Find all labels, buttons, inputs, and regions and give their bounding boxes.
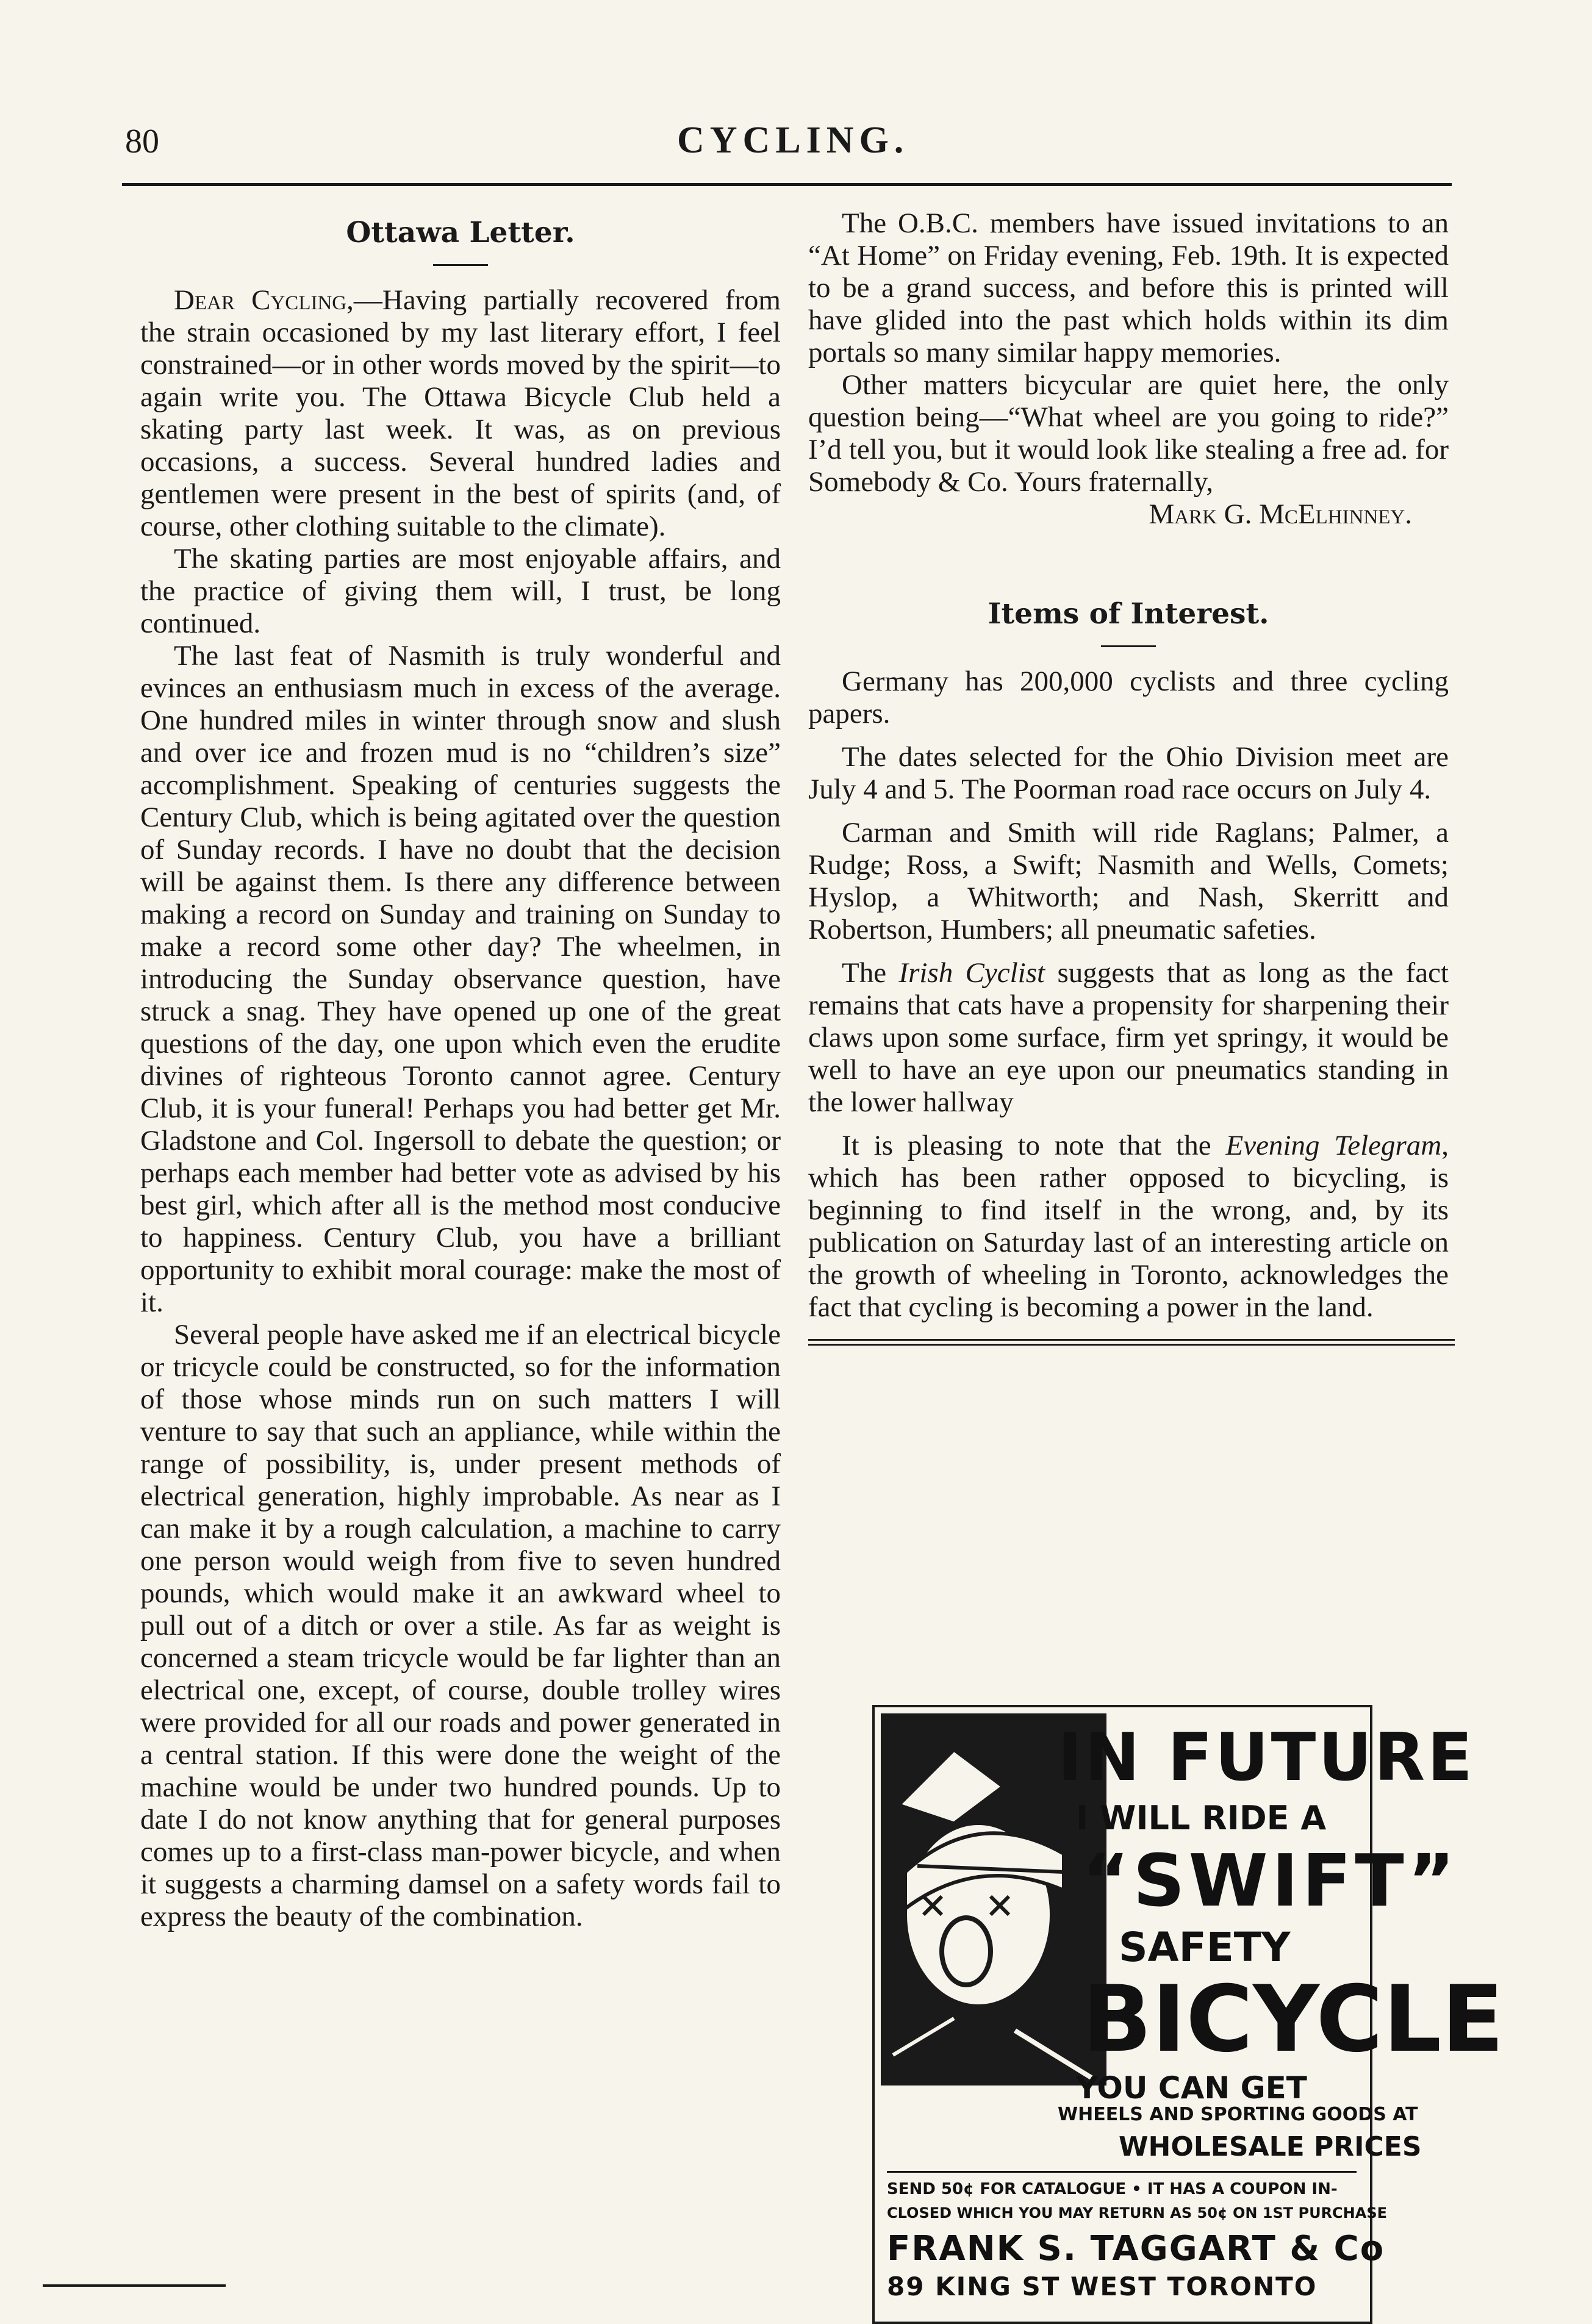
ottawa-letter-title: Ottawa Letter. [346,216,575,249]
item-paragraph-1: Germany has 200,000 cyclists and three cycling papers. [808,665,1449,730]
page-number: 80 [125,123,159,160]
items-title-rule [1101,645,1156,647]
letter-paragraph-4: Several people have asked me if an electrical bicycle or tricycle could be constructed, so for the information of those whose minds run on such matters I will venture to say that such an appliance, while within the range of possibility, is, under present methods of electrical generation, highly improbable. As near as I can make it by a rough calculation, a machine to carry one person would weigh from five to seven hundred pounds, which would make it an awkward wheel to pull out of a ditch or over a stile. As far as weight is concerned a steam tricycle would be far lighter than an electrical one, except, of course, double trolley wires were provided for all our roads and power generated in a central station. If this were done the weight of the machine would be under two hundred pounds. Up to date I do not know anything that for general purposes comes up to a first-class man-power bicycle, and when it suggests a charming damsel on a safety words fail to express the beauty of the combination. [140,1319,781,1932]
items-list [808,665,1449,1324]
ad-line-bicycle: BICYCLE [1082,1967,1504,2073]
letter-paragraph-1-text: —Having partially recovered from the strain occasioned by my last literary effort, I feel constrained—or in other words moved by the spirit—to again write you. The Ottawa Bicycle Club held a skating party last week. It was, as on previous occasions, a success. Several hundred ladies and gentlemen were present in the best of spirits (and, of course, other clothing suitable to the climate). [140,284,781,542]
salutation: Dear Cycling, [174,284,354,316]
ad-line-address: 89 KING ST WEST TORONTO [887,2272,1318,2301]
item-paragraph-2: The dates selected for the Ohio Division meet are July 4 and 5. The Poorman road race occurs on July 4. [808,741,1449,805]
item-4-post: suggests that as long as the fact remains that cats have a propensity for sharpening their claws upon some surface, firm yet springy, it would be well to have an eye upon our pneumatics standing in the lower hallway [808,957,1449,1118]
letter-paragraph-1 [140,284,781,543]
ad-line-you-can-get: YOU CAN GET [1076,2070,1307,2106]
item-paragraph-4 [808,957,1449,1119]
ad-divider [887,2171,1357,2173]
bottom-rule [43,2284,226,2287]
ad-line-safety: SAFETY [1119,1924,1291,1971]
item-5-publication: Evening Telegram [1225,1130,1442,1161]
ad-line-wheels-goods: WHEELS AND SPORTING GOODS AT [1058,2104,1418,2125]
item-paragraph-5 [808,1130,1449,1324]
item-4-publication: Irish Cyclist [898,957,1045,989]
ad-line-will-ride: I WILL RIDE A [1076,1799,1327,1837]
letter-signature: Mark G. McElhinney. [1149,498,1412,530]
item-4-pre: The [842,957,899,989]
item-paragraph-3: Carman and Smith will ride Raglans; Palmer, a Rudge; Ross, a Swift; Nasmith and Wells, Comets; Hyslop, a Whitworth; and Nash, Skerritt and Robertson, Humbers; all pneumatic safeties. [808,817,1449,945]
ad-line-merchant: FRANK S. TAGGART & Co [887,2229,1385,2268]
ad-line-coupon: CLOSED WHICH YOU MAY RETURN AS 50¢ ON 1ST PURCHASE [887,2204,1388,2222]
title-rule [433,264,488,266]
letter-paragraph-6: Other matters bicycular are quiet here, the only question being—“What wheel are you going to ride?” I’d tell you, but it would look like stealing a free ad. for Somebody & Co. Yours fraternally, [808,369,1449,498]
header-rule [122,183,1452,186]
ad-line-swift: “SWIFT” [1082,1838,1459,1923]
letter-paragraph-2: The skating parties are most enjoyable affairs, and the practice of giving them will, I trust, be long continued. [140,543,781,639]
ad-line-catalogue: SEND 50¢ FOR CATALOGUE • IT HAS A COUPON IN- [887,2180,1338,2198]
swift-bicycle-advertisement [872,1705,1504,2324]
items-title: Items of Interest. [988,597,1269,631]
left-column [140,207,781,1933]
running-title: CYCLING. [677,120,909,161]
item-5-pre: It is pleasing to note that the [842,1130,1226,1161]
right-column [808,207,1449,1346]
item-5-post: , which has been rather opposed to bicycling, is beginning to find itself in the wrong, and, by its publication on Saturday last of an interesting article on the growth of wheeling in Toronto, acknowledges the fact that cycling is becoming a power in the land. [808,1130,1449,1323]
ad-line-wholesale: WHOLESALE PRICES [1119,2131,1422,2162]
letter-paragraph-3: The last feat of Nasmith is truly wonderful and evinces an enthusiasm much in excess of the average. One hundred miles in winter through snow and slush and over ice and frozen mud is no “children’s size” accomplishment. Speaking of centuries suggests the Century Club, which is being agitated over the question of Sunday records. I have no doubt that the decision will be against them. Is there any difference between making a record on Sunday and training on Sunday to make a record some other day? The wheelmen, in introducing the Sunday observance question, have struck a snag. They have opened up one of the great questions of the day, one upon which even the erudite divines of righteous Toronto cannot agree. Century Club, it is your funeral! Perhaps you had better get Mr. Gladstone and Col. Ingersoll to debate the question; or perhaps each member had better vote as advised by his best girl, which after all is the method most conducive to happiness. Century Club, you have a brilliant opportunity to exhibit moral courage: make the most of it. [140,640,781,1318]
ad-separator-rule [808,1339,1455,1346]
letter-paragraph-5: The O.B.C. members have issued invitations to an “At Home” on Friday evening, Feb. 19th. It is expected to be a grand success, and before this is printed will have glided into the past which holds within its dim portals so many similar happy memories. [808,207,1449,368]
ad-line-in-future: IN FUTURE [1058,1720,1475,1796]
